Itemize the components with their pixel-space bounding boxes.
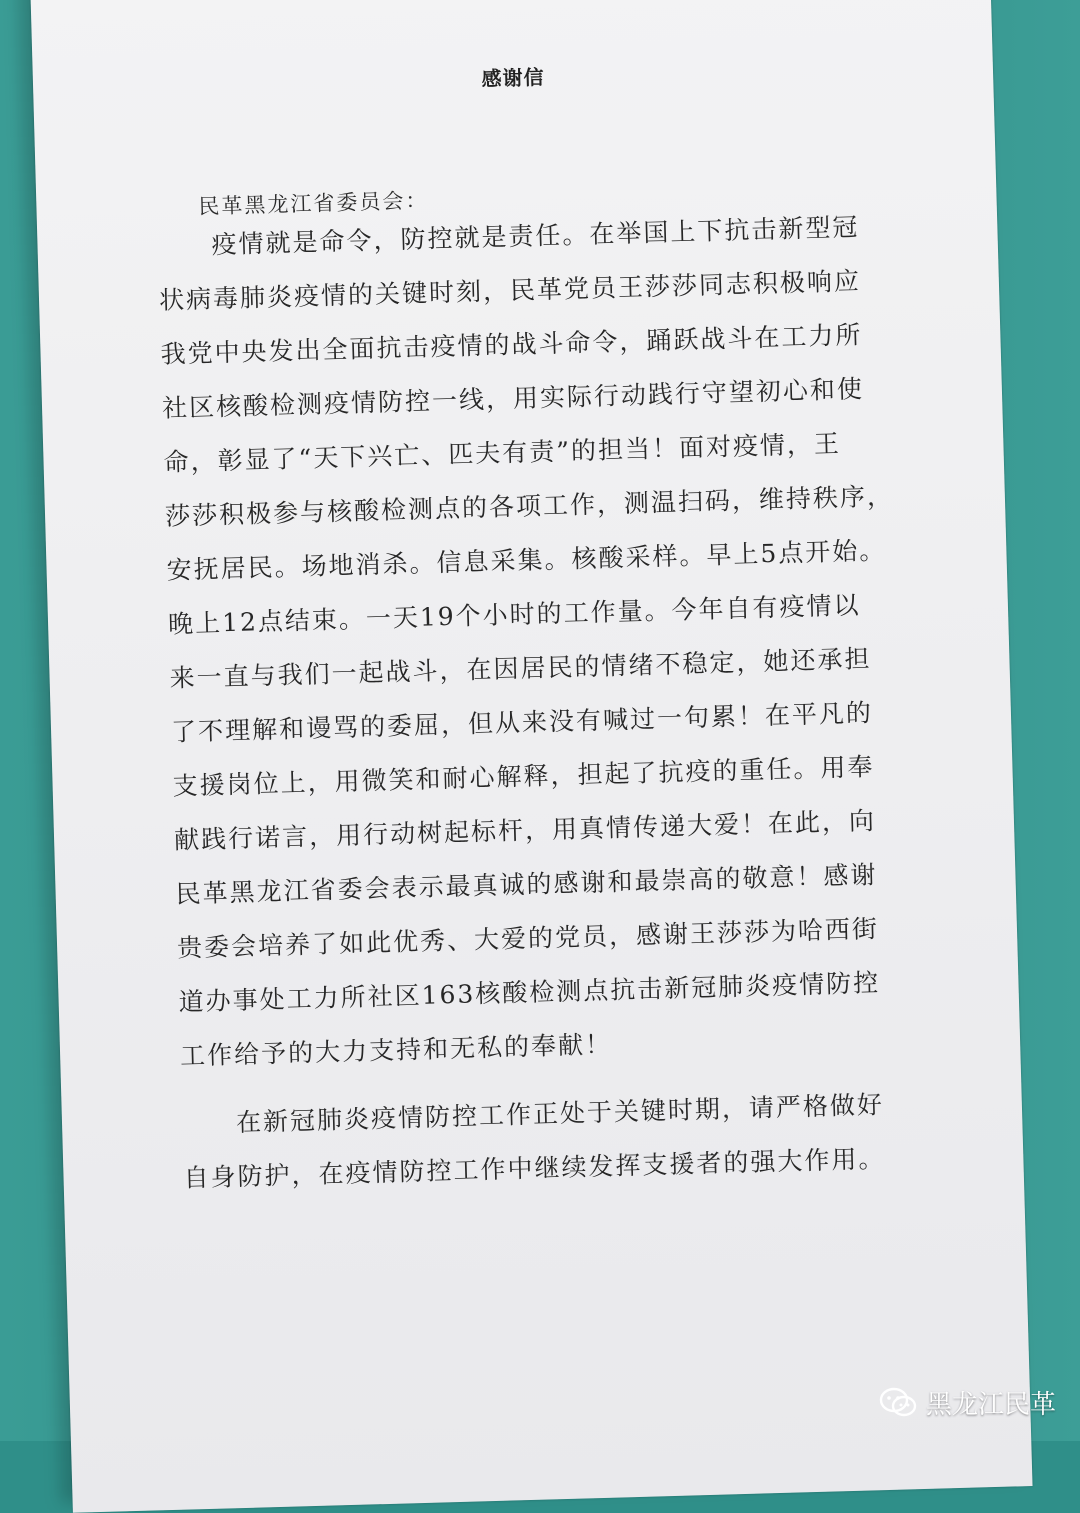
letter-title: 感谢信: [481, 65, 545, 91]
body-line: 民革黑龙江省委会表示最真诚的感谢和最崇高的敬意！感谢: [175, 860, 878, 909]
body-line: 莎莎积极参与核酸检测点的各项工作，测温扫码，维持秩序，: [164, 481, 895, 531]
body-line: 自身防护，在疫情防控工作中继续发挥支援者的强大作用。: [183, 1143, 886, 1193]
body-line: 我党中央发出全面抗击疫情的战斗命令，踊跃战斗在工力所: [160, 320, 863, 369]
body-line: 道办事处工力所社区163核酸检测点抗击新冠肺炎疫情防控: [178, 968, 881, 1017]
body-line: 晚上12点结束。一天19个小时的工作量。今年自有疫情以: [167, 590, 861, 639]
body-line: 了不理解和谩骂的委屈，但从来没有喊过一句累！在平凡的: [170, 698, 874, 747]
letter-content: [30, 0, 1032, 1513]
body-line: 社区核酸检测疫情防控一线，用实际行动践行守望初心和使: [161, 374, 865, 423]
letter-body: [157, 199, 944, 1206]
body-line: 支援岗位上，用微笑和耐心解释，担起了抗疫的重任。用奉: [172, 752, 875, 801]
body-line: 疫情就是命令，防控就是责任。在举国上下抗击新型冠: [211, 212, 860, 260]
body-line: 状病毒肺炎疫情的关键时刻，民革党员王莎莎同志积极响应: [158, 266, 862, 315]
body-line: 贵委会培养了如此优秀、大爱的党员，感谢王莎莎为哈西街: [176, 914, 880, 963]
body-line: 命，彰显了“天下兴亡、匹夫有责”的担当！面对疫情，王: [163, 428, 842, 477]
letter-salutation: 民革黑龙江省委员会：: [198, 188, 429, 219]
account-watermark: [878, 1384, 1056, 1421]
body-line: 工作给予的大力支持和无私的奉献！: [179, 1029, 613, 1071]
wechat-official-account-icon: [878, 1386, 918, 1420]
body-line: 献践行诺言，用行动树起标杆，用真情传递大爱！在此，向: [173, 806, 877, 855]
body-line: 在新冠肺炎疫情防控工作正处于关键时期，请严格做好: [235, 1090, 885, 1138]
body-line: 来一直与我们一起战斗，在因居民的情绪不稳定，她还承担: [169, 644, 872, 693]
watermark-text: 黑龙江民革: [925, 1390, 1056, 1420]
letter-paper: [30, 0, 1032, 1513]
body-line: 安抚居民。场地消杀。信息采集。核酸采样。早上5点开始。: [166, 535, 887, 585]
